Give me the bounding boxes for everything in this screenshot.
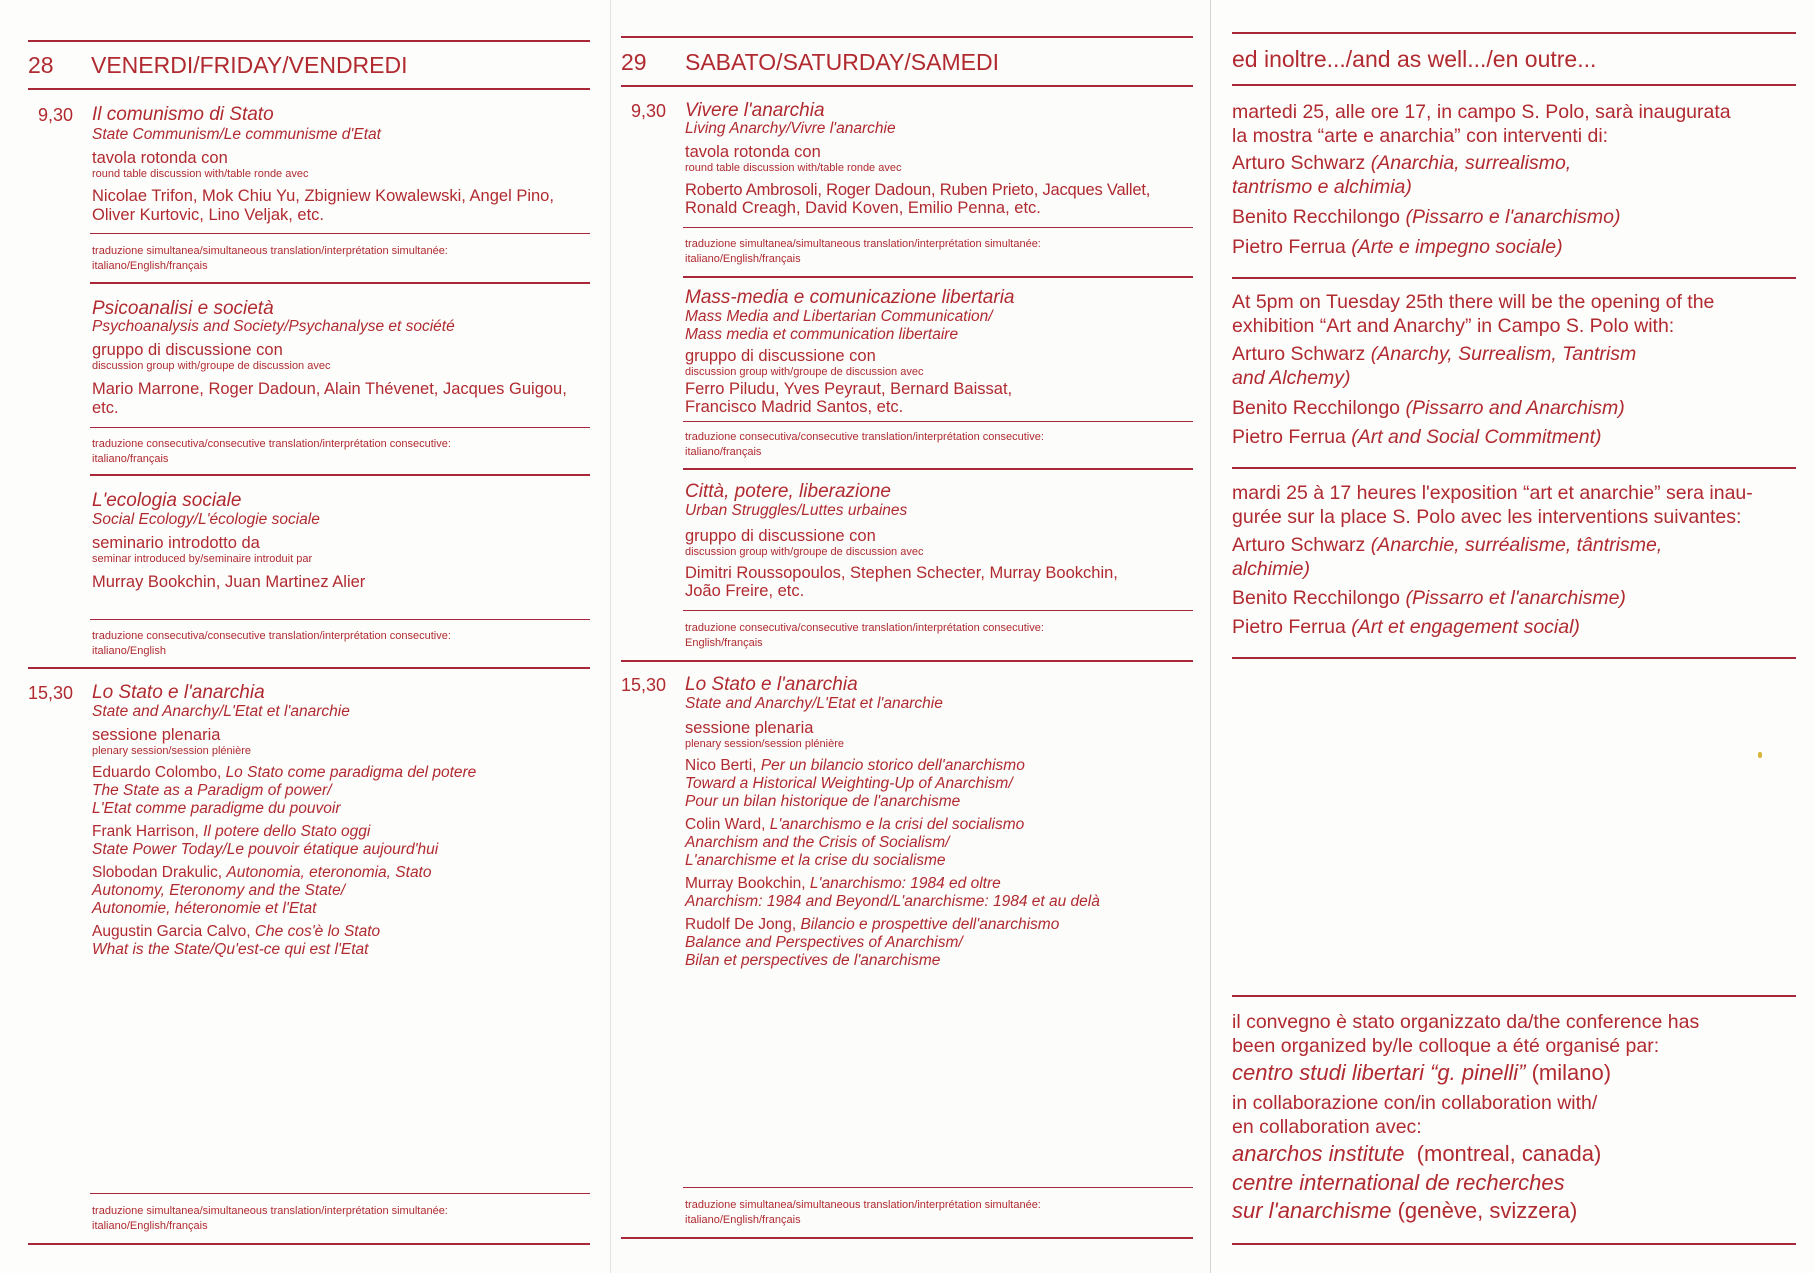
saturday-panel — [610, 0, 1211, 1273]
divider — [1232, 84, 1796, 86]
divider — [90, 474, 590, 476]
talk-title: Per un bilancio storico dell'anarchismo — [760, 757, 1025, 774]
talk-title: Che cos'è lo Stato — [254, 923, 381, 940]
translation-note: traduzione consecutiva/consecutive translation/interprétation consecutive: — [92, 438, 451, 450]
translation-languages: italiano/English/français — [92, 1220, 208, 1232]
organizer-name: centre international de recherches — [1232, 1170, 1565, 1195]
talk-title-translation: Anarchism and the Crisis of Socialism/ — [685, 834, 950, 851]
talk-title: (Anarchie, surréalisme, tântrisme, — [1370, 534, 1663, 556]
divider — [90, 282, 590, 284]
session-subtitle: Mass Media and Libertarian Communication/ — [685, 308, 993, 325]
session-time: 15,30 — [28, 683, 74, 703]
speaker-name: Slobodan Drakulic, — [92, 864, 223, 881]
speaker-name: Colin Ward, — [685, 816, 766, 833]
session-subtitle: Psychoanalysis and Society/Psychanalyse et société — [92, 318, 455, 335]
talk-title-translation: L'anarchisme et la crise du socialisme — [685, 852, 946, 869]
speaker-name: Pietro Ferrua — [1232, 616, 1346, 638]
speaker-name: Frank Harrison, — [92, 823, 199, 840]
extra-panel — [1210, 0, 1815, 1273]
speaker-name: Nico Berti, — [685, 757, 757, 774]
session-time: 15,30 — [621, 675, 667, 695]
divider — [90, 1193, 590, 1194]
speaker-entry — [685, 916, 1059, 934]
speaker-name: Arturo Schwarz — [1232, 152, 1366, 174]
session-time: 9,30 — [631, 101, 667, 121]
session-format: tavola rotonda con — [685, 143, 821, 161]
day-number: 28 — [28, 52, 54, 78]
talk-title-translation: Pour un bilan historique de l'anarchisme — [685, 793, 961, 810]
talk-title-translation: Autonomie, héteronomie et l'Etat — [92, 900, 317, 917]
session-title: L'ecologia sociale — [92, 490, 242, 511]
session-title: Mass-media e comunicazione libertaria — [685, 287, 1015, 308]
talk-title-translation: State Power Today/Le pouvoir étatique aujourd'hui — [92, 841, 439, 858]
divider — [621, 85, 1193, 87]
organizer-place: (milano) — [1531, 1060, 1612, 1085]
session-subtitle: Mass media et communication libertaire — [685, 326, 959, 343]
translation-languages: italiano/English/français — [92, 260, 208, 272]
session-format: tavola rotonda con — [92, 149, 228, 167]
translation-note: traduzione simultanea/simultaneous translation/interprétation simultanée: — [685, 1199, 1041, 1211]
talk-title: (Anarchy, Surrealism, Tantrism — [1370, 343, 1637, 365]
session-title: Lo Stato e l'anarchia — [685, 674, 858, 695]
collaboration-intro: en collaboration avec: — [1232, 1116, 1422, 1138]
paper-speck — [1758, 752, 1762, 758]
talk-title-translation: Toward a Historical Weighting-Up of Anarchism/ — [685, 775, 1013, 792]
collaboration-intro: in collaborazione con/in collaboration with/ — [1232, 1092, 1598, 1114]
bottom-rule — [621, 1237, 1193, 1239]
session-format-translation: plenary session/session plénière — [92, 745, 251, 757]
speaker-name: Pietro Ferrua — [1232, 236, 1346, 258]
organizer — [1232, 1061, 1611, 1086]
talk-title-translation: Anarchism: 1984 and Beyond/L'anarchisme: 1984 et au delà — [685, 893, 1100, 910]
speaker-entry — [1232, 342, 1636, 367]
speaker-entry — [1232, 586, 1626, 611]
exhibition-intro: martedi 25, alle ore 17, in campo S. Polo, sarà inaugurata — [1232, 101, 1731, 123]
top-rule — [28, 40, 590, 42]
translation-note: traduzione consecutiva/consecutive translation/interprétation consecutive: — [685, 622, 1044, 634]
talk-title: Autonomia, eteronomia, Stato — [226, 864, 432, 881]
participants-line: Ferro Piludu, Yves Peyraut, Bernard Baissat, — [685, 380, 1013, 398]
speaker-entry — [685, 757, 1025, 775]
talk-title: L'anarchismo e la crisi del socialismo — [769, 816, 1025, 833]
speaker-entry — [685, 816, 1024, 834]
divider — [1232, 657, 1796, 659]
divider — [683, 421, 1193, 422]
translation-languages: italiano/English — [92, 645, 166, 657]
top-rule — [621, 36, 1193, 38]
speaker-entry — [1232, 205, 1621, 230]
organizers-intro: il convegno è stato organizzato da/the conference has — [1232, 1011, 1700, 1033]
bottom-rule — [28, 1243, 590, 1245]
divider — [683, 276, 1193, 278]
exhibition-intro: la mostra “arte e anarchia” con interventi di: — [1232, 125, 1609, 147]
session-format-translation: round table discussion with/table ronde avec — [685, 162, 902, 174]
divider — [683, 468, 1193, 470]
speaker-name: Benito Recchilongo — [1232, 206, 1401, 228]
speaker-name: Arturo Schwarz — [1232, 534, 1366, 556]
translation-languages: italiano/English/français — [685, 253, 801, 265]
speaker-entry — [1232, 235, 1563, 260]
organizer-place: (genève, svizzera) — [1397, 1198, 1578, 1223]
translation-languages: italiano/English/français — [685, 1214, 801, 1226]
organizer-name: sur l'anarchisme — [1232, 1198, 1392, 1223]
talk-title: (Pissarro and Anarchism) — [1405, 397, 1625, 419]
organizer-place: (montreal, canada) — [1416, 1141, 1602, 1166]
friday-panel — [0, 0, 610, 1273]
talk-title-translation: What is the State/Qu'est-ce qui est l'Etat — [92, 941, 369, 958]
divider — [90, 619, 590, 620]
session-title: Città, potere, liberazione — [685, 481, 891, 502]
translation-languages: italiano/français — [685, 446, 762, 458]
speaker-name: Arturo Schwarz — [1232, 343, 1366, 365]
speaker-name: Benito Recchilongo — [1232, 587, 1401, 609]
speaker-entry — [1232, 533, 1662, 558]
translation-note: traduzione simultanea/simultaneous translation/interprétation simultanée: — [92, 245, 448, 257]
speaker-entry — [92, 823, 370, 841]
session-format-translation: discussion group with/groupe de discussion avec — [685, 366, 924, 378]
divider — [90, 233, 590, 234]
session-subtitle: State and Anarchy/L'Etat et l'anarchie — [685, 695, 943, 712]
talk-title-continued: and Alchemy) — [1232, 367, 1351, 389]
session-subtitle: Living Anarchy/Vivre l'anarchie — [685, 120, 896, 137]
session-format-translation: plenary session/session plénière — [685, 738, 844, 750]
session-format: gruppo di discussione con — [92, 341, 283, 359]
participants-line: Nicolae Trifon, Mok Chiu Yu, Zbigniew Kowalewski, Angel Pino, — [92, 187, 554, 205]
session-format: gruppo di discussione con — [685, 527, 876, 545]
participants-line: Mario Marrone, Roger Dadoun, Alain Thévenet, Jacques Guigou, — [92, 380, 567, 398]
talk-title-translation: L'Etat comme paradigme du pouvoir — [92, 800, 341, 817]
divider — [683, 610, 1193, 611]
talk-title: (Arte e impegno sociale) — [1351, 236, 1563, 258]
participants-line: Dimitri Roussopoulos, Stephen Schecter, Murray Bookchin, — [685, 564, 1118, 582]
speaker-name: Augustin Garcia Calvo, — [92, 923, 251, 940]
session-title: Lo Stato e l'anarchia — [92, 682, 265, 703]
speaker-name: Pietro Ferrua — [1232, 426, 1346, 448]
section-heading: ed inoltre.../and as well.../en outre... — [1232, 46, 1597, 72]
speaker-entry — [685, 875, 1001, 893]
divider — [683, 1187, 1193, 1188]
participants-line: Francisco Madrid Santos, etc. — [685, 398, 904, 416]
exhibition-intro: exhibition “Art and Anarchy” in Campo S. Polo with: — [1232, 315, 1675, 337]
talk-title: (Pissarro e l'anarchismo) — [1405, 206, 1621, 228]
participants-line: João Freire, etc. — [685, 582, 805, 600]
speaker-name: Murray Bookchin, — [685, 875, 806, 892]
talk-title-continued: tantrismo e alchimia) — [1232, 176, 1412, 198]
exhibition-intro: At 5pm on Tuesday 25th there will be the opening of the — [1232, 291, 1715, 313]
session-time: 9,30 — [38, 105, 74, 125]
speaker-entry — [1232, 396, 1625, 421]
session-format-translation: discussion group with/groupe de discussion avec — [685, 546, 924, 558]
participants-line: Roberto Ambrosoli, Roger Dadoun, Ruben Prieto, Jacques Vallet, — [685, 181, 1151, 199]
speaker-entry — [1232, 615, 1580, 640]
translation-note: traduzione consecutiva/consecutive translation/interprétation consecutive: — [685, 431, 1044, 443]
session-format: sessione plenaria — [92, 726, 221, 744]
top-rule — [1232, 32, 1796, 34]
divider — [28, 667, 590, 669]
translation-note: traduzione simultanea/simultaneous translation/interprétation simultanée: — [685, 238, 1041, 250]
divider — [90, 427, 590, 428]
speaker-entry — [92, 923, 380, 941]
talk-title: Bilancio e prospettive dell'anarchismo — [800, 916, 1060, 933]
participants-line: Ronald Creagh, David Koven, Emilio Penna, etc. — [685, 199, 1041, 217]
talk-title-continued: alchimie) — [1232, 558, 1311, 580]
divider — [28, 88, 590, 90]
talk-title: (Art et engagement social) — [1351, 616, 1580, 638]
session-format-translation: seminar introduced by/seminaire introduit par — [92, 553, 313, 565]
speaker-entry — [92, 864, 432, 882]
session-format: seminario introdotto da — [92, 534, 260, 552]
organizer-name: centro studi libertari “g. pinelli” — [1232, 1060, 1526, 1085]
day-number: 29 — [621, 49, 647, 75]
talk-title: (Art and Social Commitment) — [1351, 426, 1602, 448]
divider — [1232, 277, 1796, 279]
talk-title-translation: Bilan et perspectives de l'anarchisme — [685, 952, 941, 969]
talk-title-translation: Balance and Perspectives of Anarchism/ — [685, 934, 963, 951]
talk-title: Lo Stato come paradigma del potere — [225, 764, 477, 781]
session-title: Psicoanalisi e società — [92, 298, 274, 319]
talk-title: L'anarchismo: 1984 ed oltre — [809, 875, 1001, 892]
organizer — [1232, 1142, 1601, 1167]
day-title: SABATO/SATURDAY/SAMEDI — [685, 49, 999, 75]
talk-title-translation: Autonomy, Eteronomy and the State/ — [92, 882, 346, 899]
talk-title: Il potere dello Stato oggi — [203, 823, 371, 840]
exhibition-intro: gurée sur la place S. Polo avec les interventions suivantes: — [1232, 506, 1742, 528]
session-format: sessione plenaria — [685, 719, 814, 737]
participants-line: etc. — [92, 399, 119, 417]
speaker-name: Rudolf De Jong, — [685, 916, 797, 933]
session-title: Il comunismo di Stato — [92, 104, 274, 125]
exhibition-intro: mardi 25 à 17 heures l'exposition “art et anarchie” sera inau- — [1232, 482, 1753, 504]
speaker-entry — [1232, 151, 1571, 176]
session-subtitle: State Communism/Le communisme d'Etat — [92, 126, 381, 143]
organizer-name: anarchos institute — [1232, 1141, 1405, 1166]
translation-note: traduzione consecutiva/consecutive translation/interprétation consecutive: — [92, 630, 451, 642]
translation-languages: English/français — [685, 637, 763, 649]
divider — [1232, 995, 1796, 997]
session-format: gruppo di discussione con — [685, 347, 876, 365]
session-subtitle: State and Anarchy/L'Etat et l'anarchie — [92, 703, 350, 720]
session-subtitle: Social Ecology/L'écologie sociale — [92, 511, 320, 528]
speaker-name: Benito Recchilongo — [1232, 397, 1401, 419]
talk-title: (Anarchia, surrealismo, — [1370, 152, 1572, 174]
speaker-entry — [1232, 425, 1602, 450]
participants-line: Oliver Kurtovic, Lino Veljak, etc. — [92, 206, 325, 224]
divider — [1232, 467, 1796, 469]
speaker-name: Eduardo Colombo, — [92, 764, 222, 781]
divider — [621, 660, 1193, 662]
divider — [683, 227, 1193, 228]
session-format-translation: discussion group with/groupe de discussion avec — [92, 360, 331, 372]
session-title: Vivere l'anarchia — [685, 100, 825, 121]
bottom-rule — [1232, 1243, 1796, 1245]
speaker-entry — [92, 764, 476, 782]
participants-line: Murray Bookchin, Juan Martinez Alier — [92, 573, 366, 591]
translation-note: traduzione simultanea/simultaneous translation/interprétation simultanée: — [92, 1205, 448, 1217]
session-subtitle: Urban Struggles/Luttes urbaines — [685, 502, 908, 519]
talk-title: (Pissarro et l'anarchisme) — [1405, 587, 1626, 609]
talk-title-translation: The State as a Paradigm of power/ — [92, 782, 332, 799]
day-title: VENERDI/FRIDAY/VENDREDI — [91, 52, 408, 78]
translation-languages: italiano/français — [92, 453, 169, 465]
organizers-intro: been organized by/le colloque a été organisé par: — [1232, 1035, 1660, 1057]
session-format-translation: round table discussion with/table ronde avec — [92, 168, 309, 180]
organizer — [1232, 1199, 1577, 1224]
